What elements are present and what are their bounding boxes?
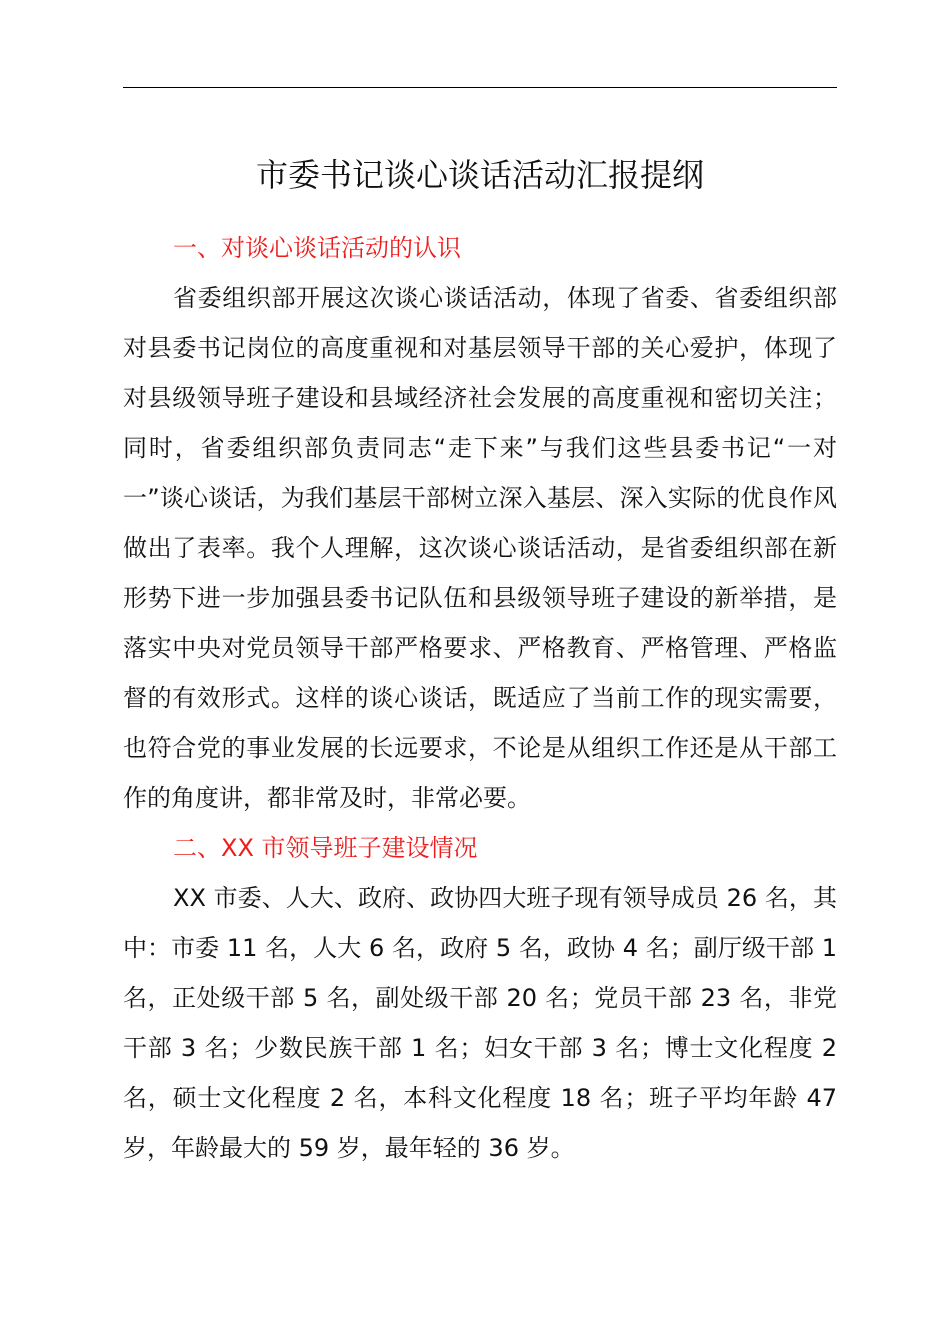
document-title: 市委书记谈心谈话活动汇报提纲 (255, 156, 704, 194)
section-body-2: XX 市委、人大、政府、政协四大班子现有领导成员 26 名，其中：市委 11 名，人大 6 名，政府 5 名，政协 4 名；副厅级干部 1 名，正处级干部 5 名，副处级干部 20 名；党员干部 23 名，非党干部 3 名；少数民族干部 1 名；妇女干部 3 名；博士文化程度 2 名，硕士文化程度 2 名，本科文化程度 18 名；班子平均年龄 47 岁，年龄最大的 59 岁，最年轻的 36 岁。 (123, 884, 837, 1162)
section-heading-2: 二、XX 市领导班子建设情况 (173, 834, 478, 862)
document-body (123, 223, 837, 1173)
section-heading-1: 一、对谈心谈话活动的认识 (173, 234, 461, 262)
section-body-1: 省委组织部开展这次谈心谈话活动，体现了省委、省委组织部对县委书记岗位的高度重视和对基层领导干部的关心爱护，体现了对县级领导班子建设和县域经济社会发展的高度重视和密切关注；同时，省委组织部负责同志“走下来”与我们这些县委书记“一对一”谈心谈话，为我们基层干部树立深入基层、深入实际的优良作风做出了表率。我个人理解，这次谈心谈话活动，是省委组织部在新形势下进一步加强县委书记队伍和县级领导班子建设的新举措，是落实中央对党员领导干部严格要求、严格教育、严格管理、严格监督的有效形式。这样的谈心谈话，既适应了当前工作的现实需要，也符合党的事业发展的长远要求，不论是从组织工作还是从干部工作的角度讲，都非常及时，非常必要。 (123, 284, 837, 812)
header-rule (123, 87, 837, 88)
